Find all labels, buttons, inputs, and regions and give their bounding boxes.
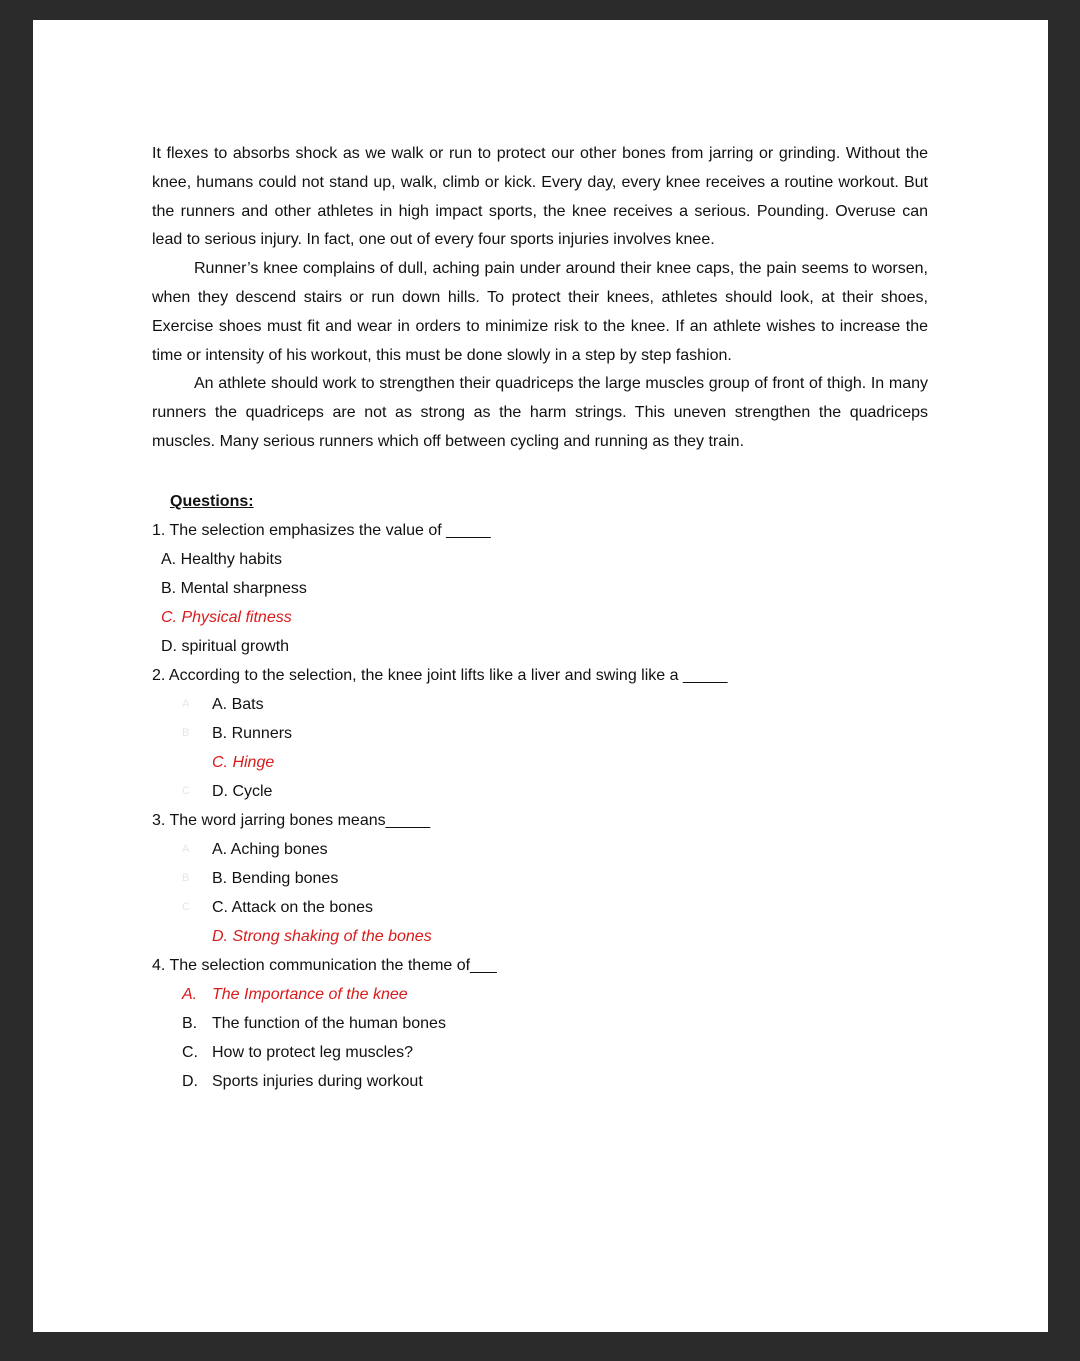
- question-4-stem: 4. The selection communication the theme of___: [152, 957, 497, 974]
- reading-passage: [152, 140, 928, 457]
- question-1-option-c-answer: C. Physical fitness: [161, 609, 292, 626]
- passage-paragraph-1: It flexes to absorbs shock as we walk or run to protect our other bones from jarring or grinding. Without the knee, humans could not stand up, walk, climb or kick. Every day, every knee receives a routine workout. But the runners and other athletes in high impact sports, the knee receives a serious. Pounding. Overuse can lead to serious injury. In fact, one out of every four sports injuries involves knee.: [152, 145, 928, 249]
- question-3-option-b-text: B. Bending bones: [212, 870, 339, 887]
- ghost-list-marker: A: [182, 698, 190, 710]
- question-3-option-a: [152, 835, 928, 864]
- question-2-stem: 2. According to the selection, the knee joint lifts like a liver and swing like a _____: [152, 667, 728, 684]
- question-3-option-d-answer: D. Strong shaking of the bones: [212, 928, 432, 945]
- option-text: The function of the human bones: [212, 1015, 446, 1032]
- question-4-option-c: [152, 1038, 928, 1067]
- question-2-option-a: [152, 690, 928, 719]
- question-3-option-a-text: A. Aching bones: [212, 841, 328, 858]
- option-letter: B.: [182, 1015, 198, 1032]
- question-2-option-c-answer: C. Hinge: [212, 754, 275, 771]
- option-text: How to protect leg muscles?: [212, 1044, 413, 1061]
- option-letter: A.: [182, 986, 198, 1003]
- option-text: Sports injuries during workout: [212, 1073, 423, 1090]
- question-1-option-d: D. spiritual growth: [161, 638, 290, 655]
- question-2-option-d-text: D. Cycle: [212, 783, 273, 800]
- question-3-option-b: [152, 864, 928, 893]
- question-1-stem: 1. The selection emphasizes the value of _____: [152, 522, 491, 539]
- question-4-option-a-answer: [152, 980, 928, 1009]
- question-2-option-b-text: B. Runners: [212, 725, 293, 742]
- questions-heading: Questions:: [170, 493, 254, 510]
- question-2-option-a-text: A. Bats: [212, 696, 264, 713]
- ghost-list-marker: C: [182, 785, 190, 797]
- ghost-list-marker: C: [182, 901, 190, 913]
- ghost-list-marker: B: [182, 727, 190, 739]
- option-letter: C.: [182, 1044, 198, 1061]
- option-text: The Importance of the knee: [212, 986, 408, 1003]
- ghost-list-marker: A: [182, 843, 190, 855]
- option-letter: D.: [182, 1073, 198, 1090]
- question-1-option-a: A. Healthy habits: [161, 551, 282, 568]
- question-3-option-c: [152, 893, 928, 922]
- question-1-option-b: B. Mental sharpness: [161, 580, 307, 597]
- question-4-option-d: [152, 1067, 928, 1096]
- question-3-stem: 3. The word jarring bones means_____: [152, 812, 431, 829]
- question-4-option-b: [152, 1009, 928, 1038]
- question-3-option-c-text: C. Attack on the bones: [212, 899, 373, 916]
- passage-paragraph-3: An athlete should work to strengthen their quadriceps the large muscles group of front of thigh. In many runners the quadriceps are not as strong as the harm strings. This uneven strengthen the quadriceps muscles. Many serious runners which off between cycling and running as they train.: [152, 375, 928, 450]
- questions-section: [152, 487, 928, 1096]
- question-2-option-d: [152, 777, 928, 806]
- passage-paragraph-2: Runner’s knee complains of dull, aching pain under around their knee caps, the pain seems to worsen, when they descend stairs or run down hills. To protect their knees, athletes should look, at their shoes, Exercise shoes must fit and wear in orders to minimize risk to the knee. If an athlete wishes to increase the time or intensity of his workout, this must be done slowly in a step by step fashion.: [152, 260, 928, 364]
- document-page: [33, 20, 1048, 1332]
- ghost-list-marker: B: [182, 872, 190, 884]
- question-2-option-b: [152, 719, 928, 748]
